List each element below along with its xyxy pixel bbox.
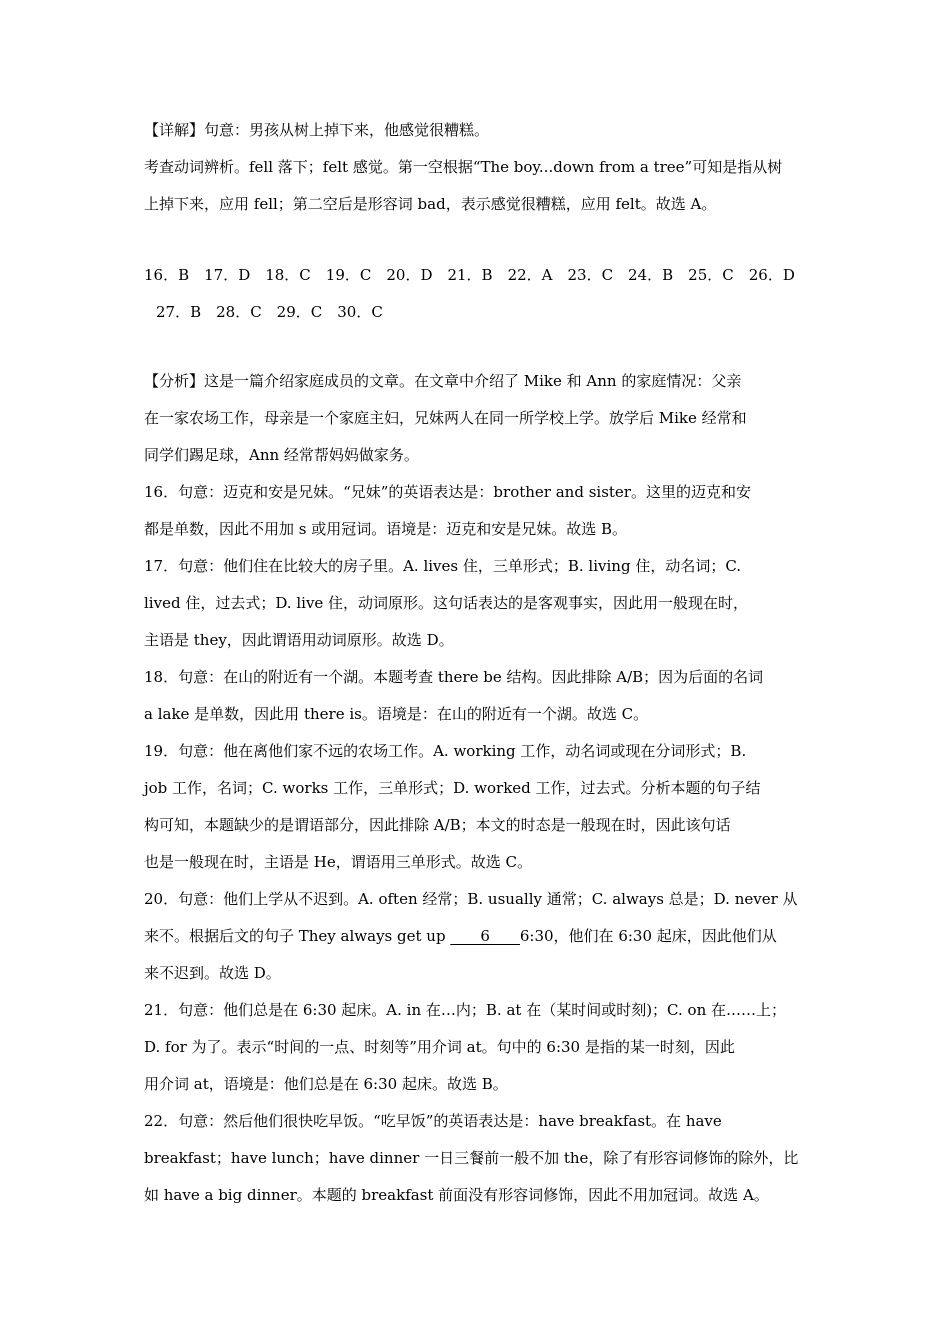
analysis-line: 用介词 at，语境是：他们总是在 6:30 起床。故选 B。 — [144, 1075, 508, 1093]
section-gap — [144, 223, 808, 257]
analysis-section — [144, 363, 808, 1214]
analysis-text: 来不。根据后文的句子 They always get up — [144, 927, 451, 945]
analysis-line: 21．句意：他们总是在 6:30 起床。A. in 在…内；B. at 在（某时间或时刻)；C. on 在……上； — [144, 1001, 786, 1019]
analysis-line: a lake 是单数，因此用 there is。语境是：在山的附近有一个湖。故选 C。 — [144, 705, 649, 723]
analysis-line: 22．句意：然后他们很快吃早饭。“吃早饭”的英语表达是：have breakfast。在 have — [144, 1112, 722, 1130]
analysis-line: lived 住，过去式；D. live 住，动词原形。这句话表达的是客观事实，因此用一般现在时， — [144, 594, 749, 612]
analysis-line: 也是一般现在时，主语是 He，谓语用三单形式。故选 C。 — [144, 853, 532, 871]
analysis-line: 在一家农场工作，母亲是一个家庭主妇，兄妹两人在同一所学校上学。放学后 Mike 经常和 — [144, 409, 747, 427]
detail-line: 上掉下来，应用 fell；第二空后是形容词 bad，表示感觉很糟糕，应用 felt。故选 A。 — [144, 195, 717, 213]
analysis-line-with-blank — [144, 918, 808, 955]
analysis-line: D. for 为了。表示“时间的一点、时刻等”用介词 at。句中的 6:30 是指的某一时刻，因此 — [144, 1038, 735, 1056]
analysis-line: 【分析】这是一篇介绍家庭成员的文章。在文章中介绍了 Mike 和 Ann 的家庭情况：父亲 — [144, 372, 742, 390]
analysis-line: 16．句意：迈克和安是兄妹。“兄妹”的英语表达是：brother and sister。这里的迈克和安 — [144, 483, 751, 501]
answer-key-line: 16．B 17．D 18．C 19．C 20．D 21．B 22．A 23．C 24．B 25．C 26．D — [144, 266, 795, 284]
answer-key — [144, 257, 808, 331]
detail-line: 考查动词辨析。fell 落下；felt 感觉。第一空根据“The boy...down from a tree”可知是指从树 — [144, 158, 783, 176]
analysis-line: breakfast；have lunch；have dinner 一日三餐前一般不加 the，除了有形容词修饰的除外，比 — [144, 1149, 799, 1167]
section-gap — [144, 331, 808, 363]
analysis-text: 6:30，他们在 6:30 起床，因此他们从 — [519, 927, 777, 945]
analysis-line: 构可知，本题缺少的是谓语部分，因此排除 A/B；本文的时态是一般现在时，因此该句话 — [144, 816, 731, 834]
detail-line: 【详解】句意：男孩从树上掉下来，他感觉很糟糕。 — [144, 121, 490, 139]
analysis-line: 主语是 they，因此谓语用动词原形。故选 D。 — [144, 631, 454, 649]
analysis-line: job 工作，名词；C. works 工作，三单形式；D. worked 工作，过去式。分析本题的句子结 — [144, 779, 761, 797]
answer-blank: ____6____ — [450, 927, 520, 945]
analysis-line: 18．句意：在山的附近有一个湖。本题考查 there be 结构。因此排除 A/B；因为后面的名词 — [144, 668, 764, 686]
analysis-line: 来不迟到。故选 D。 — [144, 964, 281, 982]
detail-section — [144, 112, 808, 223]
analysis-line: 同学们踢足球，Ann 经常帮妈妈做家务。 — [144, 446, 419, 464]
analysis-line: 17．句意：他们住在比较大的房子里。A. lives 住，三单形式；B. living 住，动名词；C. — [144, 557, 742, 575]
analysis-line: 19．句意：他在离他们家不远的农场工作。A. working 工作，动名词或现在分词形式；B. — [144, 742, 747, 760]
analysis-line: 都是单数，因此不用加 s 或用冠词。语境是：迈克和安是兄妹。故选 B。 — [144, 520, 628, 538]
answer-key-line: 27．B 28．C 29．C 30．C — [156, 303, 383, 321]
document-page — [144, 112, 808, 1214]
analysis-line: 如 have a big dinner。本题的 breakfast 前面没有形容词修饰，因此不用加冠词。故选 A。 — [144, 1186, 769, 1204]
analysis-line: 20．句意：他们上学从不迟到。A. often 经常；B. usually 通常；C. always 总是；D. never 从 — [144, 890, 798, 908]
